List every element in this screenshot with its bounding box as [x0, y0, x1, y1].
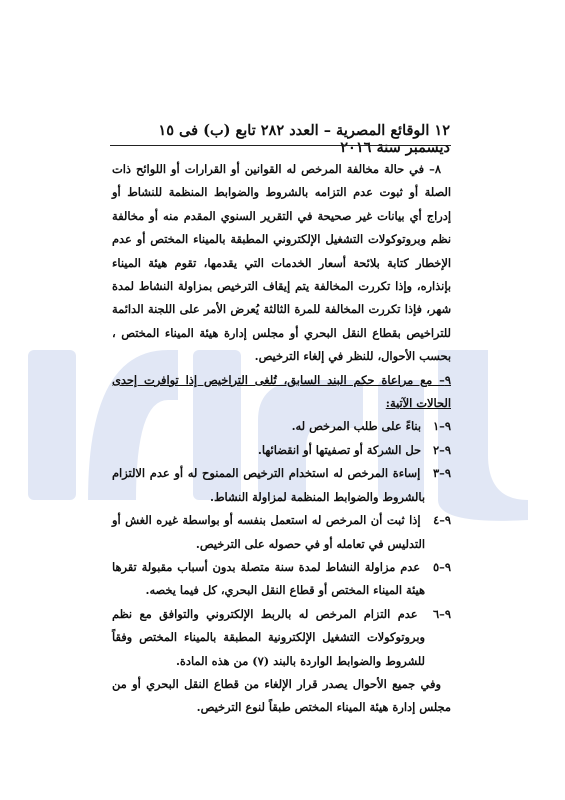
item-number: ٩–١ [433, 419, 451, 434]
document-body [112, 158, 451, 720]
item-text: حل الشركة أو تصفيتها أو انقضائها. [257, 442, 422, 457]
list-item [112, 509, 451, 556]
item-number: ٩–٥ [433, 559, 451, 574]
clause-9-intro [112, 369, 451, 416]
page-header: ١٢ الوقائع المصرية – العدد ٢٨٢ تابع (ب) فى ١٥ ديسمبر سنة ٢٠١٦ [158, 122, 450, 156]
item-number: ٩–٦ [433, 606, 451, 621]
header-divider [110, 145, 451, 146]
list-item [112, 415, 451, 438]
item-text: عدم التزام المرخص له بالربط الإلكتروني والتوافق مع نظم وبروتوكولات التشغيل الإلكترونية المطبقة بالميناء المختص وفقاً للشروط والضوابط الواردة بالبند (٧) من هذه المادة. [112, 606, 425, 668]
item-text: عدم مزاولة النشاط لمدة سنة متصلة بدون أسباب مقبولة تقرها هيئة الميناء المختص أو قطاع النقل البحري، كل فيما يخصه. [112, 559, 425, 598]
closing-paragraph: وفي جميع الأحوال يصدر قرار الإلغاء من قطاع النقل البحري أو من مجلس إدارة هيئة الميناء المختص طبقاً لنوع الترخيص. [112, 676, 451, 715]
item-text: بناءً على طلب المرخص له. [291, 419, 422, 434]
list-item [112, 556, 451, 603]
item-number: ٩–٣ [433, 466, 451, 481]
list-item [112, 462, 451, 509]
clause-8: ٨– في حالة مخالفة المرخص له القوانين أو القرارات أو اللوائح ذات الصلة أو ثبوت عدم التزامه بالشروط والضوابط المنظمة للنشاط أو إدراج أي بيانات غير صحيحة في التقرير السنوي المقدم منه أو مخالفة نظم وبروتوكولات التشغيل الإلكتروني المطبقة بالميناء المختص أو عدم الإخطار كتابة بلائحة أسعار الخدمات التي يقدمها، تقوم هيئة الميناء بإنذاره، وإذا تكررت المخالفة يتم إيقاف الترخيص بمزاولة النشاط لمدة شهر، فإذا تكررت المخالفة للمرة الثالثة يُعرض الأمر على اللجنة الدائمة للتراخيص بقطاع النقل البحري أو مجلس إدارة هيئة الميناء المختص ، بحسب الأحوال، للنظر في إلغاء الترخيص. [112, 162, 451, 364]
item-number: ٩–٤ [433, 513, 452, 528]
clause-9-heading: ٩– مع مراعاة حكم البند السابق، تُلغى التراخيص إذا توافرت إحدى الحالات الآتية: [112, 372, 451, 411]
item-number: ٩–٢ [433, 442, 451, 457]
list-item [112, 603, 451, 673]
list-item [112, 439, 451, 462]
item-text: إساءة المرخص له استخدام الترخيص الممنوح له أو عدم الالتزام بالشروط والضوابط المنظمة لمزاولة النشاط. [112, 466, 425, 504]
item-text: إذا ثبت أن المرخص له استعمل بنفسه أو بواسطة غيره الغش أو التدليس في تعامله أو في حصوله على الترخيص. [112, 513, 425, 551]
